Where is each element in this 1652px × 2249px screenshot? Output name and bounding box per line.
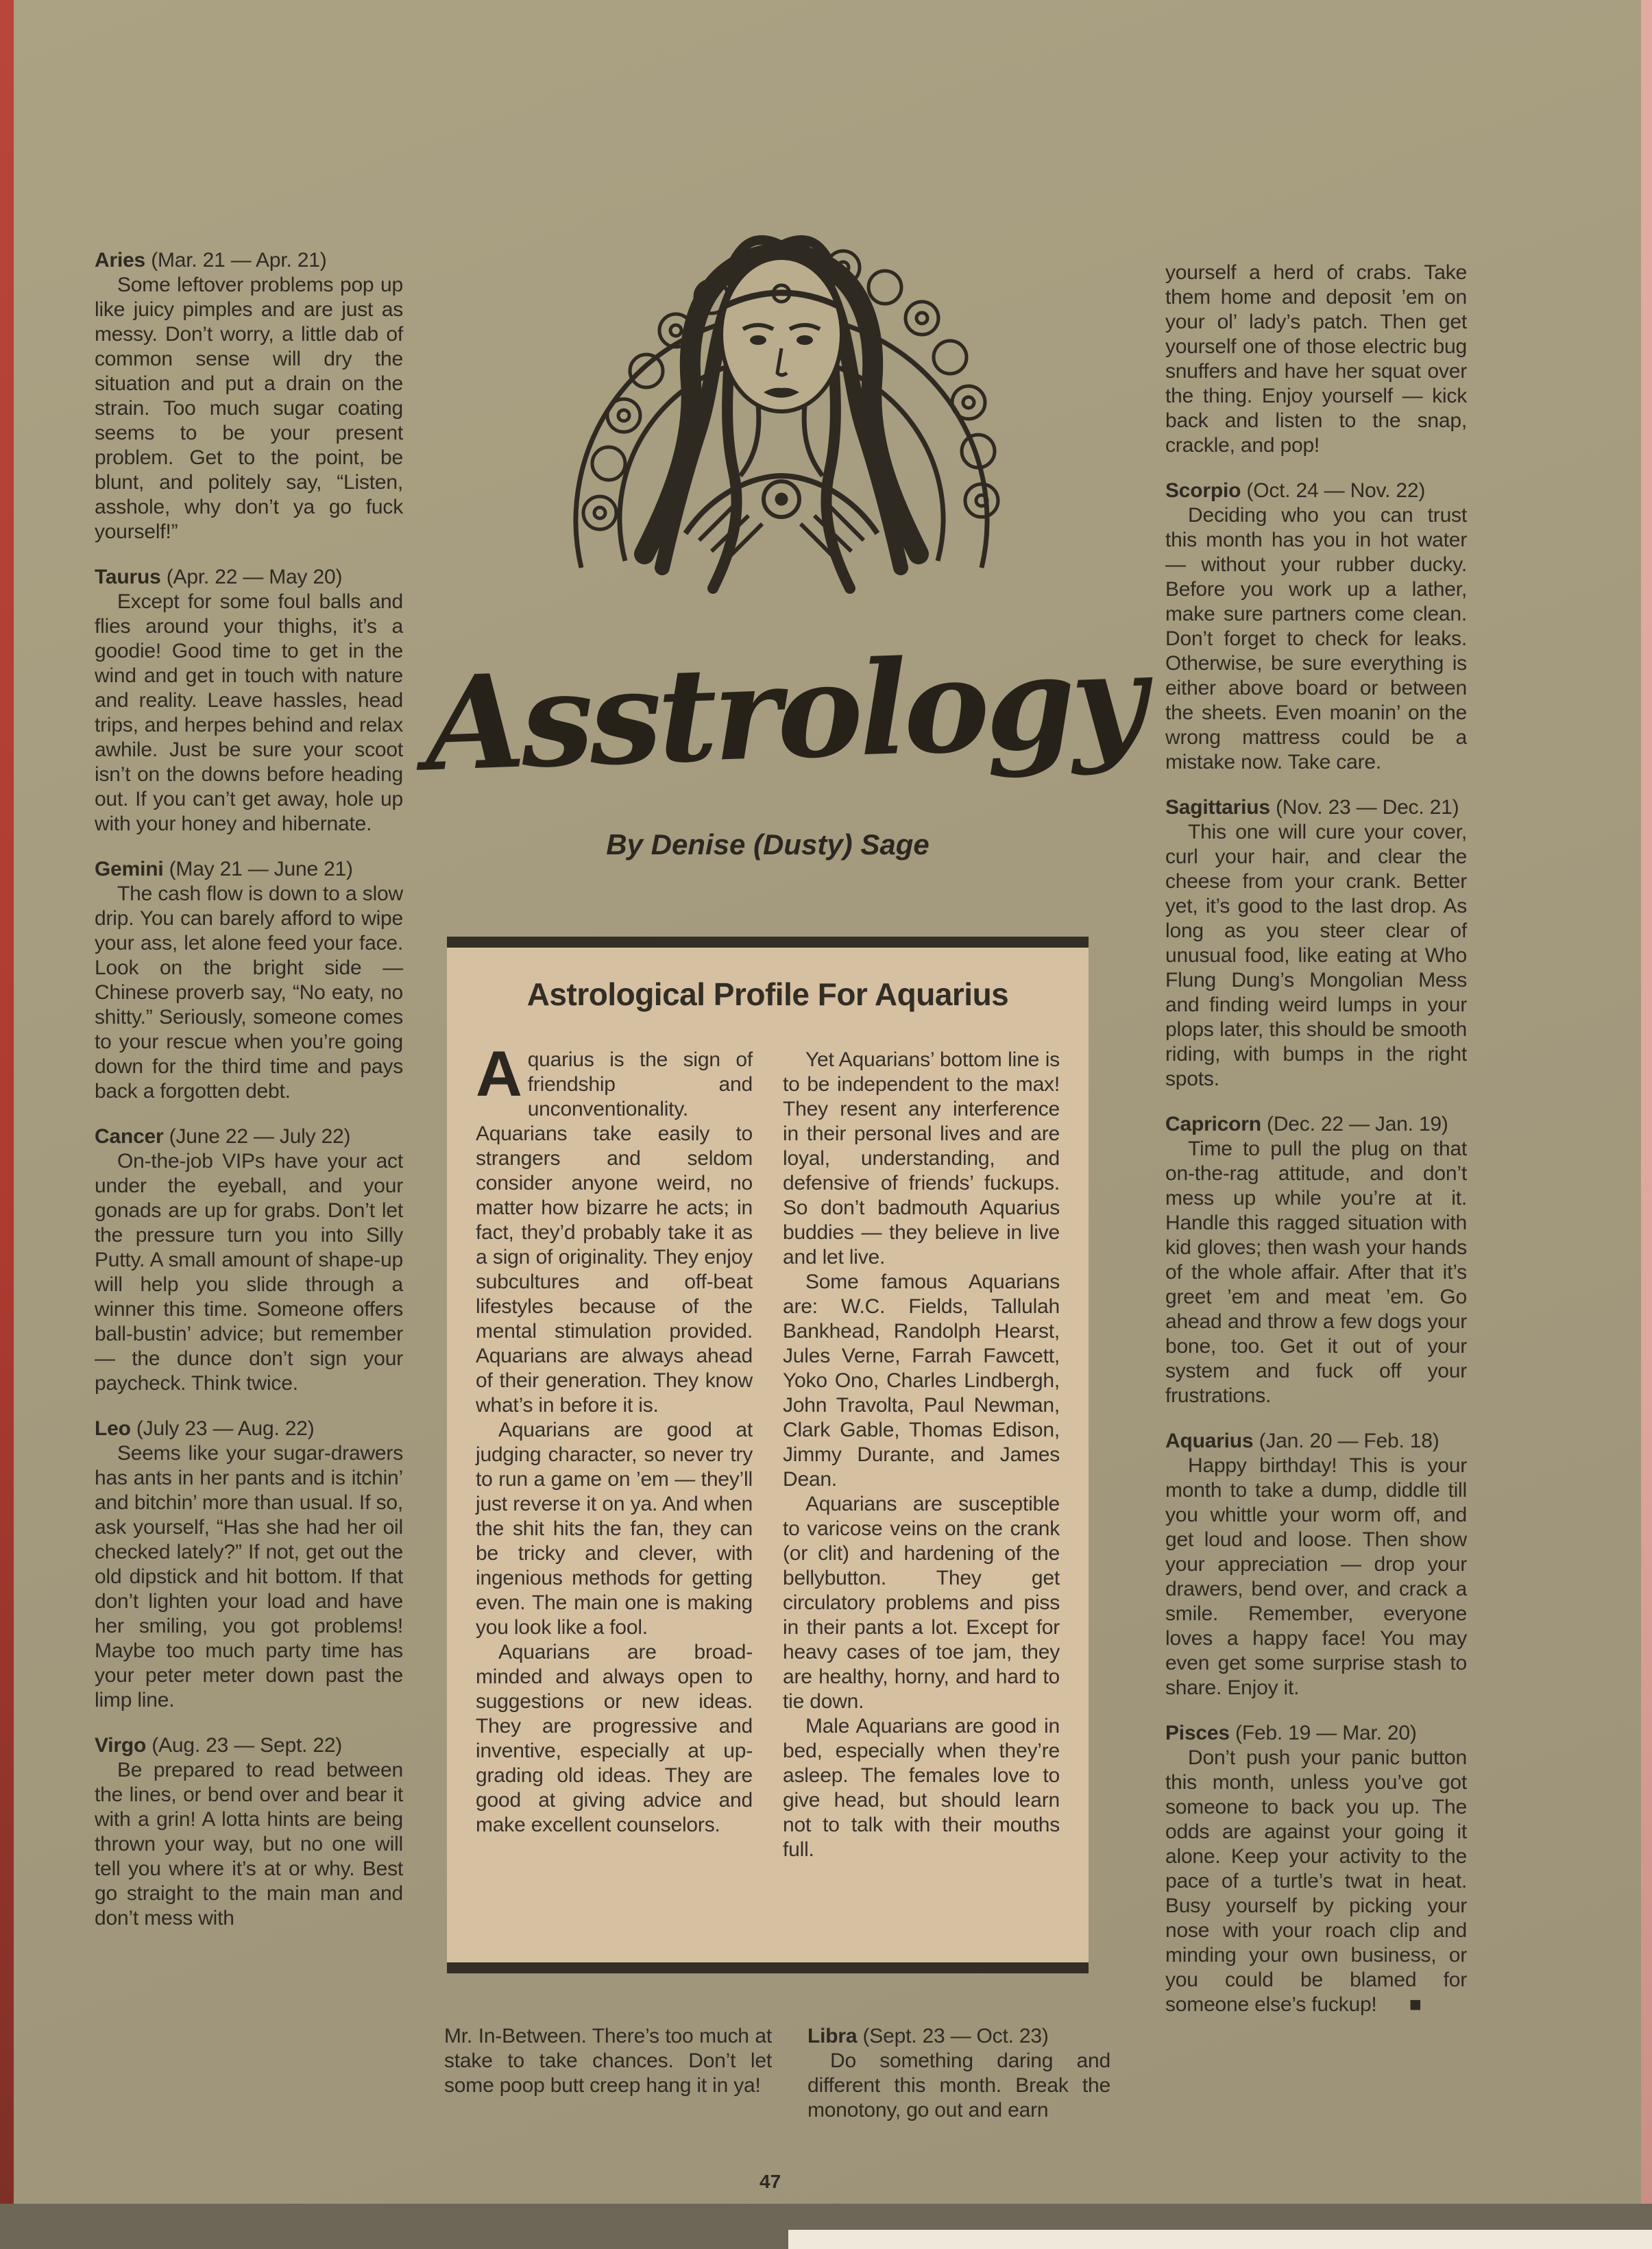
sign-dates: (Feb. 19 — Mar. 20) — [1235, 1722, 1417, 1744]
neck-and-bust — [685, 405, 877, 561]
profile-box-heading: Astrological Profile For Aquarius — [526, 976, 1009, 1012]
profile-paragraph: Some famous Aquarians are: W.C. Fields, Tallulah Bankhead, Randolph Hearst, Jules Verne, Farrah Fawcett, Yoko Ono, Charles Lindbergh, John Travolta, Paul Newman, Clark Gable, Thomas Edison, Jimmy Durante, and James Dean. — [783, 1271, 1060, 1491]
sign-name: Taurus — [95, 566, 161, 588]
horoscope-text: On-the-job VIPs have your act under the eyeball, and your gonads are up for grabs. Don’t let the pressure turn you into Silly Putty. A small amount of shape-up will help you slide through a winner this time. Someone offers ball-bustin’ advice; but remember — the dunce don’t sign your paycheck. Think twice. — [95, 1150, 403, 1395]
sign-name: Aries — [95, 249, 146, 272]
section-heading — [1165, 795, 1467, 820]
horoscope-text: This one will cure your cover, curl your hair, and clear the cheese from your crank. Better yet, it’s good to the last drop. As long as you steer clear of unusual food, like eating at Who Flung Dung’s Mongolian Mess and finding weird lumps in your plops later, this should be smooth riding, with bumps in the right spots. — [1165, 821, 1467, 1090]
horoscope-text: Do something daring and different this month. Break the monotony, go out and earn — [807, 2049, 1110, 2121]
profile-paragraph: Male Aquarians are good in bed, especially when they’re asleep. The females love to give head, but should learn not to talk with their mouths full. — [783, 1715, 1060, 1861]
sign-dates: (Nov. 23 — Dec. 21) — [1275, 796, 1459, 819]
sign-dates: (Apr. 22 — May 20) — [166, 566, 343, 588]
sign-name: Leo — [95, 1417, 131, 1440]
page-number: 47 — [760, 2171, 781, 2192]
horoscope-section-aries — [95, 248, 403, 544]
sign-name: Pisces — [1165, 1722, 1230, 1744]
section-heading — [95, 1417, 403, 1441]
sign-name: Libra — [807, 2025, 858, 2047]
horoscope-text: Some leftover problems pop up like juicy pimples and are just as messy. Don’t worry, a little dab of common sense will dry the situation and put a drain on the strain. Too much sugar coating seems to be your present problem. Get to the point, be blunt, and politely say, “Listen, asshole, why don’t ya go fuck yourself!” — [95, 274, 403, 543]
face — [721, 258, 842, 411]
sign-dates: (Sept. 23 — Oct. 23) — [862, 2025, 1049, 2047]
sign-name: Cancer — [95, 1125, 164, 1148]
horoscope-text: Except for some foul balls and flies around your thighs, it’s a goodie! Good time to get in the wind and get in touch with nature and reality. Leave hassles, head trips, and herpes behind and relax awhile. Just be sure your scoot isn’t on the downs before heading out. If you can’t get away, hole up with your honey and hibernate. — [95, 590, 403, 835]
sign-name: Scorpio — [1165, 479, 1241, 502]
aquarius-profile-box — [447, 937, 1089, 1973]
horoscope-text: Deciding who you can trust this month has you in hot water — without your rubber ducky. Before you work up a lather, make sure partners come clean. Don’t forget to check for leaks. Otherwise, be sure everything is either above board or between the sheets. Even moanin’ on the wrong mattress could be a mistake now. Take care. — [1165, 504, 1467, 773]
bottom-page-curl — [788, 2230, 1652, 2249]
horoscope-section-leo — [95, 1417, 403, 1713]
drop-cap: A — [476, 1037, 522, 1109]
sign-dates: (June 22 — July 22) — [169, 1125, 351, 1148]
section-heading — [95, 248, 403, 273]
sign-dates: (July 23 — Aug. 22) — [136, 1417, 315, 1440]
sign-name: Gemini — [95, 858, 164, 880]
horoscope-section-capricorn — [1165, 1112, 1467, 1408]
horoscope-section-taurus — [95, 565, 403, 837]
horoscope-text: Happy birthday! This is your month to take a dump, diddle till you whittle your worm off, and get loud and loose. Then show your appreciation — drop your drawers, bend over, and crack a smile. Remember, everyone loves a happy face! You may even get some surprise stash to share. Enjoy it. — [1165, 1454, 1467, 1699]
profile-paragraph: Yet Aquarians’ bottom line is to be independent to the max! They resent any interference in their personal lives and are loyal, understanding, and defensive of friends’ fuckups. So don’t badmouth Aquarius buddies — they believe in live and let live. — [783, 1048, 1060, 1268]
profile-paragraph: Aquarians are good at judging character, so never try to run a game on ’em — they’ll just reverse it on ya. And when the shit hits the fan, they can be tricky and clever, with ingenious methods for getting even. The main one is making you look like a fool. — [476, 1419, 753, 1639]
profile-box-right-column — [783, 1048, 1060, 1862]
right-horoscope-column — [1165, 261, 1467, 2017]
sign-name: Capricorn — [1165, 1113, 1261, 1135]
pisces-text: Don’t push your panic button this month, unless you’ve got someone to back you up. The odds are against your going it alone. Keep your activity to the pace of a turtle’s twat in heat. Busy yourself by picking your nose with your roach clip and minding your own business, or you could be blamed for someone else’s fuckup! — [1165, 1746, 1467, 2016]
profile-paragraph: Aquarians are susceptible to varicose veins on the crank (or clit) and hardening of the bellybutton. They get circulatory problems and piss in their pants a lot. Except for heavy cases of toe jam, they are healthy, horny, and hard to tie down. — [783, 1493, 1060, 1713]
horoscope-section-gemini — [95, 857, 403, 1104]
section-heading — [1165, 1429, 1467, 1454]
sign-name: Virgo — [95, 1734, 147, 1757]
profile-paragraph: Aquarians are broad-minded and always open to suggestions or new ideas. They are progressive and inventive, especially at up-grading old ideas. They are good at giving advice and make excellent counselors. — [476, 1641, 753, 1836]
profile-box-columns — [476, 1037, 1060, 1862]
profile-box-left-column — [476, 1037, 753, 1862]
sign-dates: (Aug. 23 — Sept. 22) — [151, 1734, 343, 1757]
sign-dates: (Jan. 20 — Feb. 18) — [1259, 1430, 1440, 1452]
horoscope-text: Time to pull the plug on that on-the-rag attitude, and don’t mess up while you’re at it. Handle this ragged situation with kid gloves; then wash your hands of the whole affair. After that it’s greet ’em and meat ’em. Go ahead and throw a few dogs your bone, too. Get it out of your system and fuck off your frustrations. — [1165, 1138, 1467, 1407]
horoscope-section-aquarius — [1165, 1429, 1467, 1700]
sign-dates: (Mar. 21 — Apr. 21) — [151, 249, 327, 272]
horoscope-section-cancer — [95, 1124, 403, 1396]
section-heading — [95, 1733, 403, 1758]
section-heading — [807, 2024, 1110, 2049]
horoscope-section-scorpio — [1165, 479, 1467, 775]
left-page-edge — [0, 0, 14, 2249]
end-of-article-mark: ■ — [1409, 1993, 1422, 2016]
sign-dates: (Dec. 22 — Jan. 19) — [1267, 1113, 1448, 1135]
right-page-edge — [1641, 0, 1652, 2249]
sign-name: Aquarius — [1165, 1430, 1254, 1452]
section-heading — [1165, 479, 1467, 503]
art-nouveau-illustration — [528, 88, 1035, 629]
libra-continuation-text: yourself a herd of crabs. Take them home and deposit ’em on your ol’ lady’s patch. Then get yourself one of those electric bug snuffers and have her squat over the thing. Enjoy yourself — kick back and listen to the snap, crackle, and pop! — [1165, 261, 1467, 457]
horoscope-text: Be prepared to read between the lines, or bend over and bear it with a grin! A lotta hints are being thrown your way, but no one will tell you where it’s at or why. Best go straight to the main man and don’t mess with — [95, 1759, 403, 1929]
byline: By Denise (Dusty) Sage — [606, 828, 930, 861]
horoscope-section-pisces — [1165, 1721, 1467, 2017]
virgo-continuation-text: Mr. In-Between. There’s too much at stake to take chances. Don’t let some poop butt creep hang it in ya! — [444, 2025, 772, 2097]
horoscope-section-virgo — [95, 1733, 403, 1931]
left-horoscope-column — [95, 248, 403, 1931]
horoscope-text: The cash flow is down to a slow drip. You can barely afford to wipe your ass, let alone feed your face. Look on the bright side — Chinese proverb say, “No eaty, no shitty.” Seriously, someone comes to your rescue when you’re going down for the third time and pays back a forgotten debt. — [95, 882, 403, 1103]
goddess-illustration-svg — [528, 88, 1035, 629]
sign-dates: (Oct. 24 — Nov. 22) — [1246, 479, 1426, 502]
libra-section — [807, 2024, 1110, 2123]
horoscope-section-sagittarius — [1165, 795, 1467, 1092]
page-title: Asstrology — [422, 624, 1145, 801]
horoscope-text — [1165, 1746, 1467, 2017]
section-heading — [1165, 1721, 1467, 1746]
virgo-continuation — [444, 2024, 772, 2098]
section-heading — [95, 565, 403, 590]
section-heading — [1165, 1112, 1467, 1137]
section-heading — [95, 857, 403, 882]
horoscope-text: Seems like your sugar-drawers has ants in her pants and is itchin’ and bitchin’ more than usual. If so, ask yourself, “Has she had her oil checked lately?” If not, get out the old dipstick and hit bottom. If that don’t lighten your load and have her smiling, you got problems! Maybe too much party time has your peter meter down past the limp line. — [95, 1442, 403, 1711]
sign-name: Sagittarius — [1165, 796, 1270, 819]
sign-dates: (May 21 — June 21) — [169, 858, 353, 880]
section-heading — [95, 1124, 403, 1149]
profile-paragraph-text: quarius is the sign of friendship and unconventionality. Aquarians take easily to strangers and seldom consider anyone weird, no matter how bizarre he acts; in fact, they’d probably take it as a sign of originality. They enjoy subcultures and off-beat lifestyles because of the mental stimulation provided. Aquarians are always ahead of their generation. They know what’s in before it is. — [476, 1048, 753, 1417]
profile-paragraph — [476, 1037, 753, 1418]
